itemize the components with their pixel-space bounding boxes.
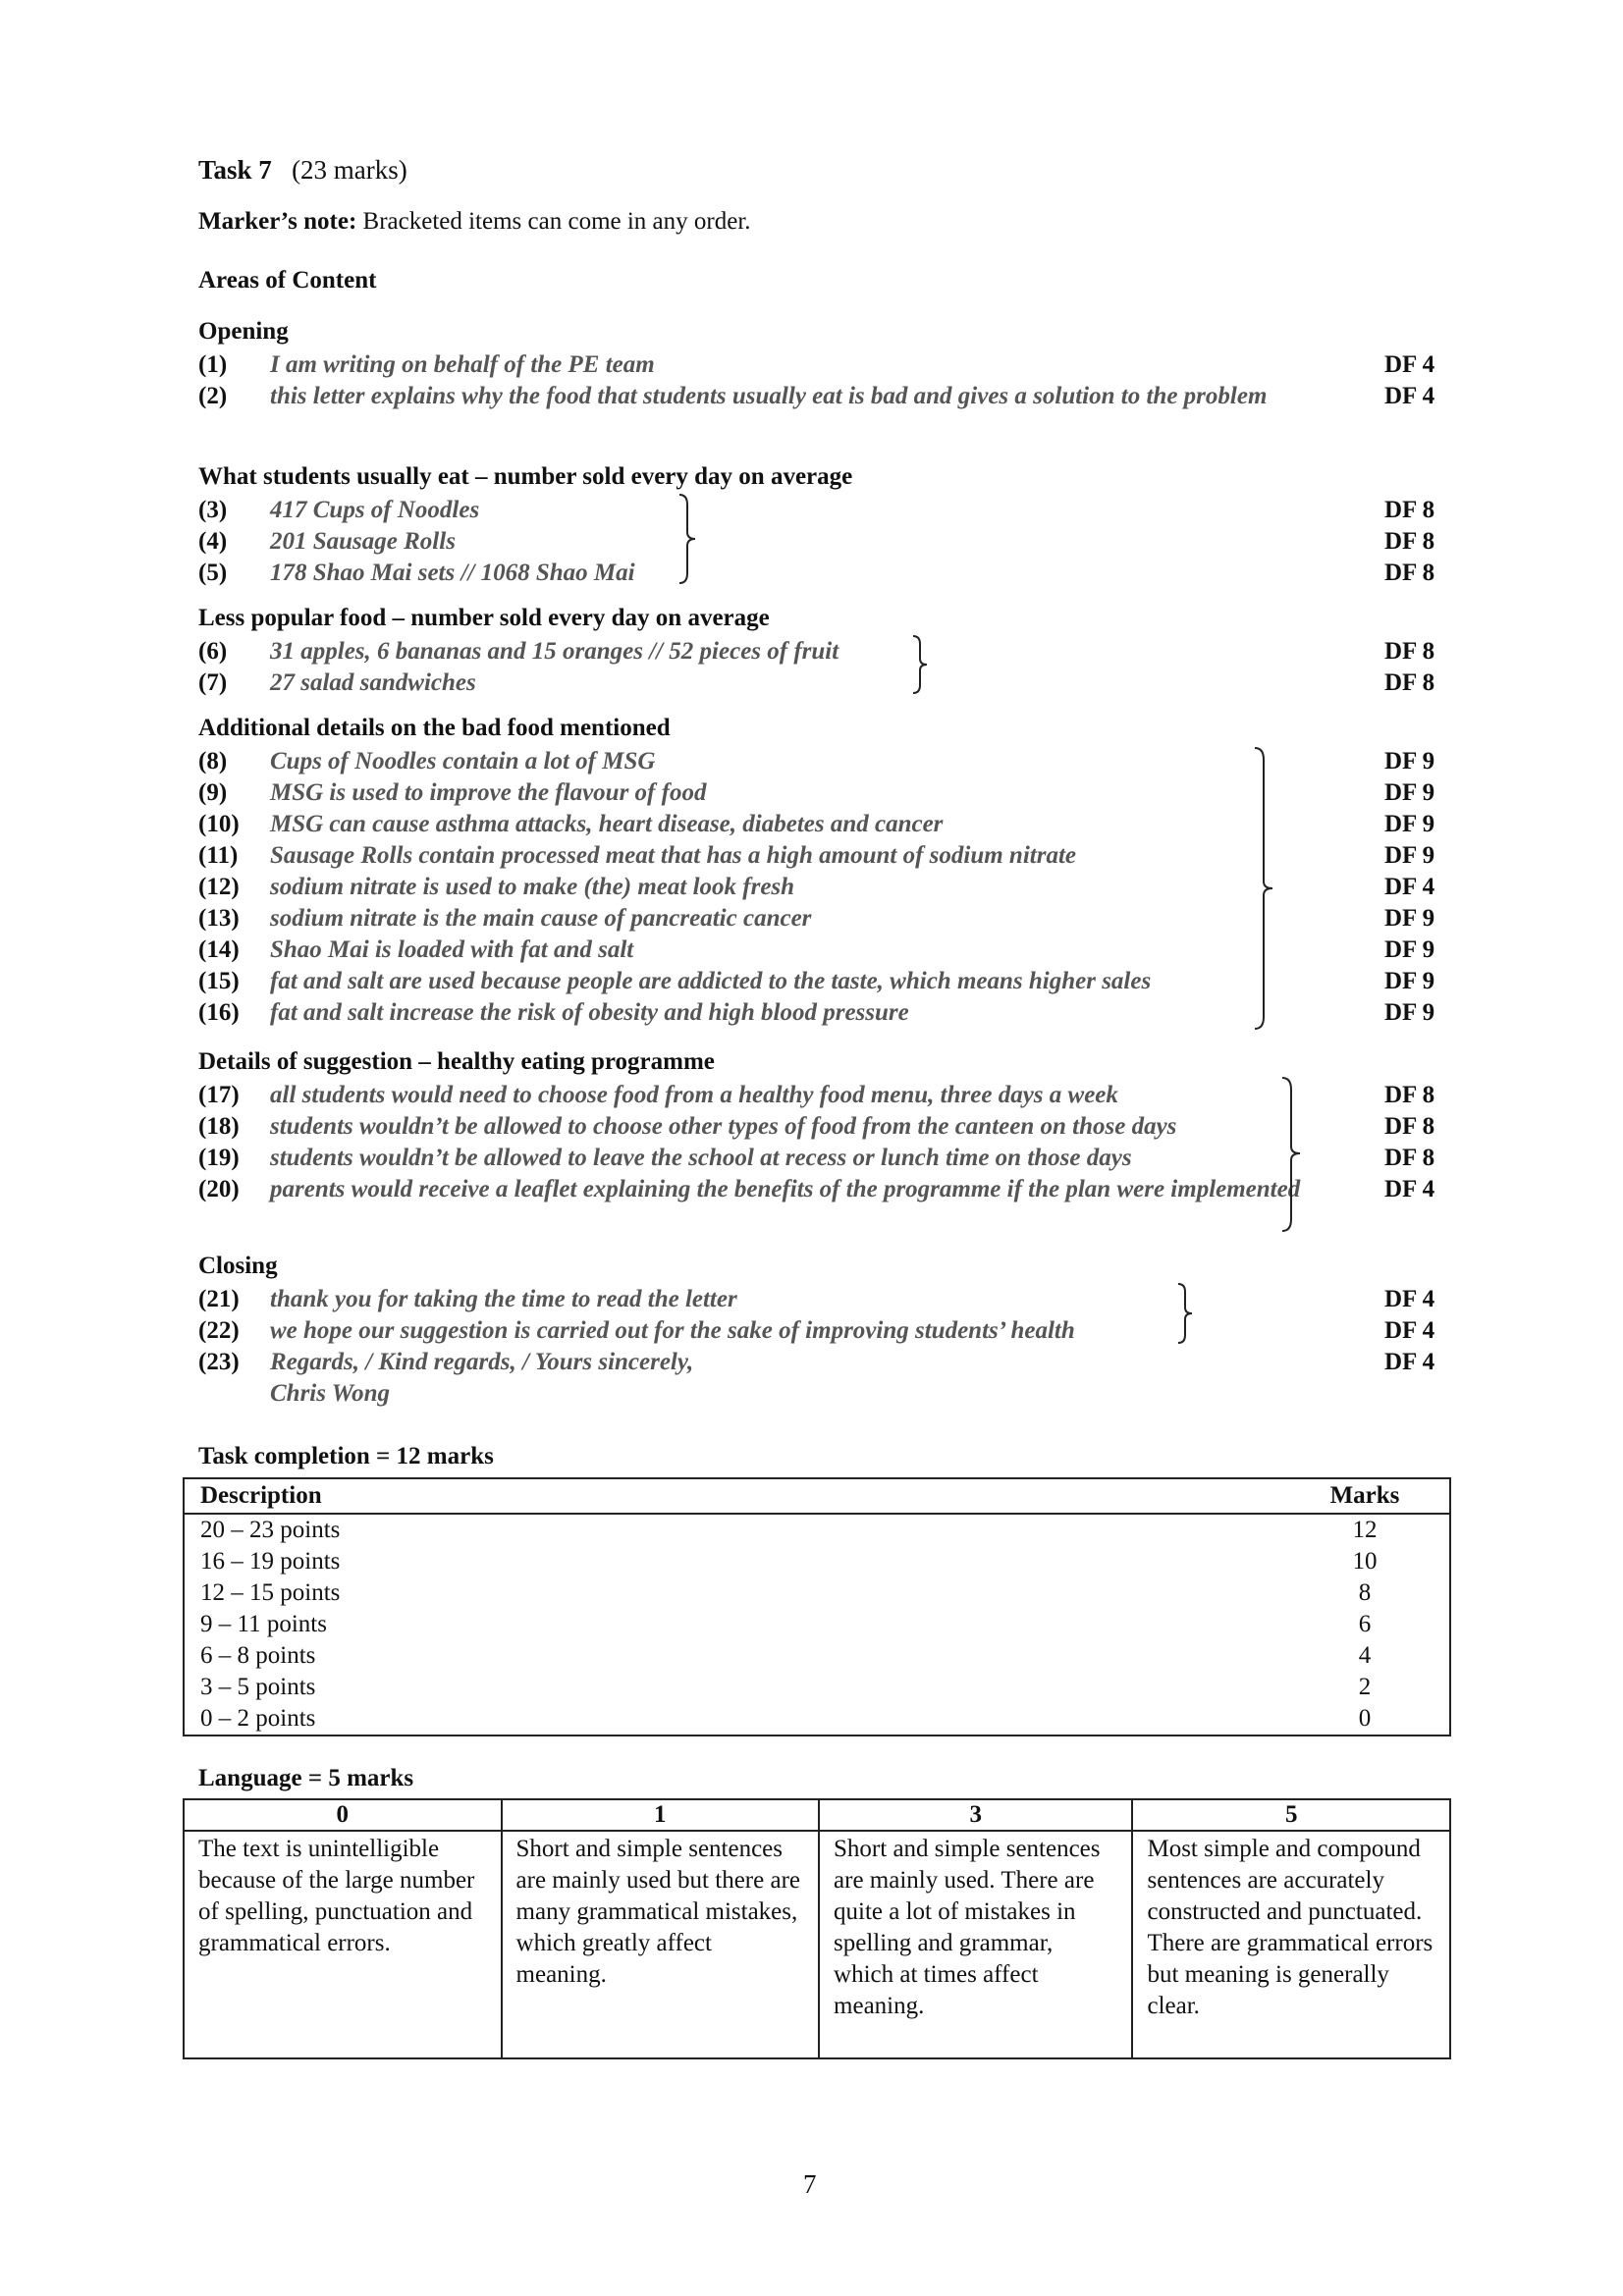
col-marks: Marks — [1280, 1478, 1450, 1514]
item-number: (7) — [198, 669, 228, 696]
section-heading-less-popular: Less popular food – number sold every day on average — [198, 605, 770, 631]
item-text: MSG is used to improve the flavour of food — [270, 779, 707, 806]
item-df: DF 9 — [1384, 905, 1435, 932]
item-number: (18) — [198, 1113, 240, 1140]
score-description: Most simple and compound sentences are accurately constructed and punctuated. There are grammatical errors but meaning is generally clear. — [1132, 1831, 1450, 2058]
row-description: 9 – 11 points — [200, 1611, 327, 1637]
col-description: Description — [184, 1478, 1280, 1514]
row-description: 12 – 15 points — [200, 1579, 341, 1606]
areas-of-content-heading: Areas of Content — [198, 267, 377, 294]
item-text: this letter explains why the food that students usually eat is bad and gives a solution to the problem — [270, 383, 1268, 409]
row-marks: 0 — [1358, 1705, 1372, 1732]
item-df: DF 4 — [1384, 1286, 1435, 1312]
item-df: DF 9 — [1384, 936, 1435, 963]
item-number: (6) — [198, 638, 228, 665]
item-text: fat and salt increase the risk of obesity and high blood pressure — [270, 999, 909, 1026]
bracket-icon — [1176, 1282, 1196, 1345]
item-number: (12) — [198, 874, 240, 900]
item-number: (5) — [198, 560, 228, 586]
table-row — [184, 1514, 1450, 1546]
table-row — [184, 1703, 1450, 1735]
markers-note — [198, 208, 751, 236]
item-number: (23) — [198, 1349, 240, 1375]
language-heading: Language = 5 marks — [198, 1765, 414, 1791]
item-df: DF 9 — [1384, 811, 1435, 837]
row-marks: 10 — [1352, 1548, 1378, 1575]
item-number: (1) — [198, 351, 228, 378]
item-number: (20) — [198, 1176, 240, 1202]
item-df: DF 9 — [1384, 968, 1435, 994]
item-df: DF 4 — [1384, 383, 1435, 409]
item-number: (4) — [198, 528, 228, 555]
score-header: 1 — [502, 1799, 820, 1831]
item-text: fat and salt are used because people are addicted to the taste, which means higher sales — [270, 968, 1152, 994]
item-df: DF 8 — [1384, 1145, 1435, 1171]
item-text: 178 Shao Mai sets // 1068 Shao Mai — [270, 560, 635, 586]
item-text: students wouldn’t be allowed to choose other types of food from the canteen on those days — [270, 1113, 1177, 1140]
item-df: DF 9 — [1384, 999, 1435, 1026]
score-header: 5 — [1132, 1799, 1450, 1831]
row-marks: 6 — [1358, 1611, 1372, 1637]
item-text: 27 salad sandwiches — [270, 669, 476, 696]
row-description: 3 – 5 points — [200, 1674, 316, 1700]
item-text: Regards, / Kind regards, / Yours sincerely, — [270, 1349, 694, 1375]
table-row — [184, 1609, 1450, 1640]
section-heading-usual-food: What students usually eat – number sold every day on average — [198, 463, 853, 490]
section-heading-suggestion: Details of suggestion – healthy eating programme — [198, 1048, 715, 1075]
table-row — [184, 1831, 1450, 2058]
signature-name: Chris Wong — [270, 1380, 391, 1407]
item-df: DF 9 — [1384, 842, 1435, 869]
item-number: (14) — [198, 936, 240, 963]
table-row — [184, 1546, 1450, 1577]
item-df: DF 8 — [1384, 560, 1435, 586]
item-text: sodium nitrate is the main cause of pancreatic cancer — [270, 905, 812, 932]
score-description: Short and simple sentences are mainly used. There are quite a lot of mistakes in spelling and grammar, which at times affect meaning. — [819, 1831, 1132, 2058]
item-text: Shao Mai is loaded with fat and salt — [270, 936, 634, 963]
score-description: Short and simple sentences are mainly used but there are many grammatical mistakes, which greatly affect meaning. — [502, 1831, 820, 2058]
score-description: The text is unintelligible because of the large number of spelling, punctuation and grammatical errors. — [184, 1831, 502, 2058]
item-text: Sausage Rolls contain processed meat that has a high amount of sodium nitrate — [270, 842, 1076, 869]
table-row — [184, 1577, 1450, 1609]
item-df: DF 4 — [1384, 1317, 1435, 1344]
item-text: MSG can cause asthma attacks, heart disease, diabetes and cancer — [270, 811, 944, 837]
bracket-icon — [911, 634, 931, 695]
item-text: students wouldn’t be allowed to leave the school at recess or lunch time on those days — [270, 1145, 1132, 1171]
item-df: DF 8 — [1384, 1113, 1435, 1140]
item-number: (8) — [198, 748, 228, 774]
item-text: 201 Sausage Rolls — [270, 528, 456, 555]
table-row — [184, 1640, 1450, 1672]
item-number: (11) — [198, 842, 239, 869]
item-df: DF 9 — [1384, 748, 1435, 774]
item-text: thank you for taking the time to read the letter — [270, 1286, 737, 1312]
item-text: 417 Cups of Noodles — [270, 497, 480, 523]
item-df: DF 8 — [1384, 497, 1435, 523]
markers-note-label: Marker’s note: — [198, 208, 357, 235]
item-number: (17) — [198, 1082, 240, 1108]
item-text: parents would receive a leaflet explaining the benefits of the programme if the plan were implemented — [270, 1176, 1301, 1202]
row-marks: 8 — [1358, 1579, 1372, 1606]
item-df: DF 4 — [1384, 1176, 1435, 1202]
item-number: (9) — [198, 779, 228, 806]
item-number: (2) — [198, 383, 228, 409]
item-df: DF 9 — [1384, 779, 1435, 806]
item-text: I am writing on behalf of the PE team — [270, 351, 655, 378]
task-completion-table — [183, 1477, 1451, 1736]
task-completion-heading: Task completion = 12 marks — [198, 1443, 494, 1469]
row-description: 20 – 23 points — [200, 1517, 341, 1543]
item-number: (10) — [198, 811, 240, 837]
section-heading-additional-details: Additional details on the bad food mentioned — [198, 715, 671, 741]
item-df: DF 4 — [1384, 351, 1435, 378]
item-df: DF 8 — [1384, 528, 1435, 555]
bracket-icon — [1280, 1076, 1304, 1233]
page-number: 7 — [803, 2169, 817, 2199]
row-description: 0 – 2 points — [200, 1705, 316, 1732]
row-marks: 4 — [1358, 1642, 1372, 1669]
item-text: we hope our suggestion is carried out for the sake of improving students’ health — [270, 1317, 1075, 1344]
item-df: DF 8 — [1384, 1082, 1435, 1108]
row-marks: 2 — [1358, 1674, 1372, 1700]
table-row — [184, 1672, 1450, 1703]
section-heading-opening: Opening — [198, 318, 289, 345]
item-number: (16) — [198, 999, 240, 1026]
task-label: Task 7 — [198, 155, 272, 185]
item-text: Cups of Noodles contain a lot of MSG — [270, 748, 656, 774]
item-number: (15) — [198, 968, 240, 994]
task-title — [198, 155, 407, 186]
section-heading-closing: Closing — [198, 1253, 278, 1279]
bracket-icon — [677, 493, 699, 585]
item-text: 31 apples, 6 bananas and 15 oranges // 52 pieces of fruit — [270, 638, 839, 665]
item-text: sodium nitrate is used to make (the) meat look fresh — [270, 874, 795, 900]
markers-note-text: Bracketed items can come in any order. — [362, 208, 751, 235]
item-df: DF 8 — [1384, 638, 1435, 665]
score-header: 0 — [184, 1799, 502, 1831]
row-marks: 12 — [1352, 1517, 1378, 1543]
score-header: 3 — [819, 1799, 1132, 1831]
row-description: 6 – 8 points — [200, 1642, 316, 1669]
bracket-icon — [1253, 746, 1276, 1031]
task-marks: (23 marks) — [292, 155, 407, 185]
item-number: (21) — [198, 1286, 240, 1312]
item-df: DF 4 — [1384, 874, 1435, 900]
item-number: (13) — [198, 905, 240, 932]
item-df: DF 4 — [1384, 1349, 1435, 1375]
language-table — [183, 1798, 1451, 2059]
item-text: all students would need to choose food from a healthy food menu, three days a week — [270, 1082, 1118, 1108]
item-number: (22) — [198, 1317, 240, 1344]
row-description: 16 – 19 points — [200, 1548, 341, 1575]
item-number: (3) — [198, 497, 228, 523]
item-df: DF 8 — [1384, 669, 1435, 696]
item-number: (19) — [198, 1145, 240, 1171]
